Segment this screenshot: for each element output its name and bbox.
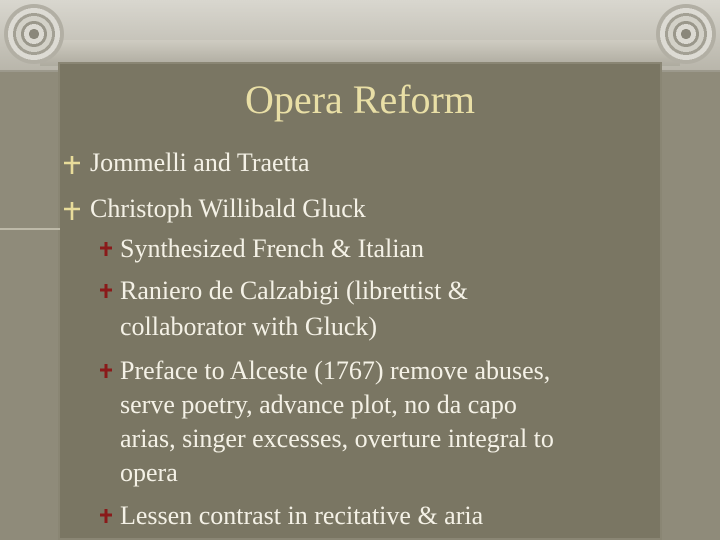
- sub-bullet-line: collaborator with Gluck): [120, 312, 378, 341]
- volute-scroll-icon: [4, 4, 64, 64]
- cross-bullet-icon: [62, 201, 82, 221]
- sub-bullet-line: opera: [120, 458, 178, 487]
- sub-bullet-line: Preface to Alceste (1767) remove abuses,: [120, 356, 551, 385]
- sub-bullet-line: Lessen contrast in recitative & aria: [120, 501, 484, 530]
- sub-bullet-line: arias, singer excesses, overture integral to: [120, 424, 554, 453]
- sub-bullet-line: serve poetry, advance plot, no da capo: [120, 390, 517, 419]
- bar-bullet-icon: [98, 283, 114, 299]
- bullet-item: Jommelli and Traetta: [90, 148, 310, 177]
- sub-bullet-line: Synthesized French & Italian: [120, 234, 424, 263]
- cross-bullet-icon: [62, 155, 82, 175]
- volute-scroll-icon: [656, 4, 716, 64]
- bullet-item: Christoph Willibald Gluck: [90, 194, 366, 223]
- slide-title: Opera Reform: [245, 77, 475, 122]
- bar-bullet-icon: [98, 363, 114, 379]
- bar-bullet-icon: [98, 508, 114, 524]
- bar-bullet-icon: [98, 241, 114, 257]
- sub-bullet-line: Raniero de Calzabigi (librettist &: [120, 276, 469, 305]
- side-rule: [0, 228, 60, 230]
